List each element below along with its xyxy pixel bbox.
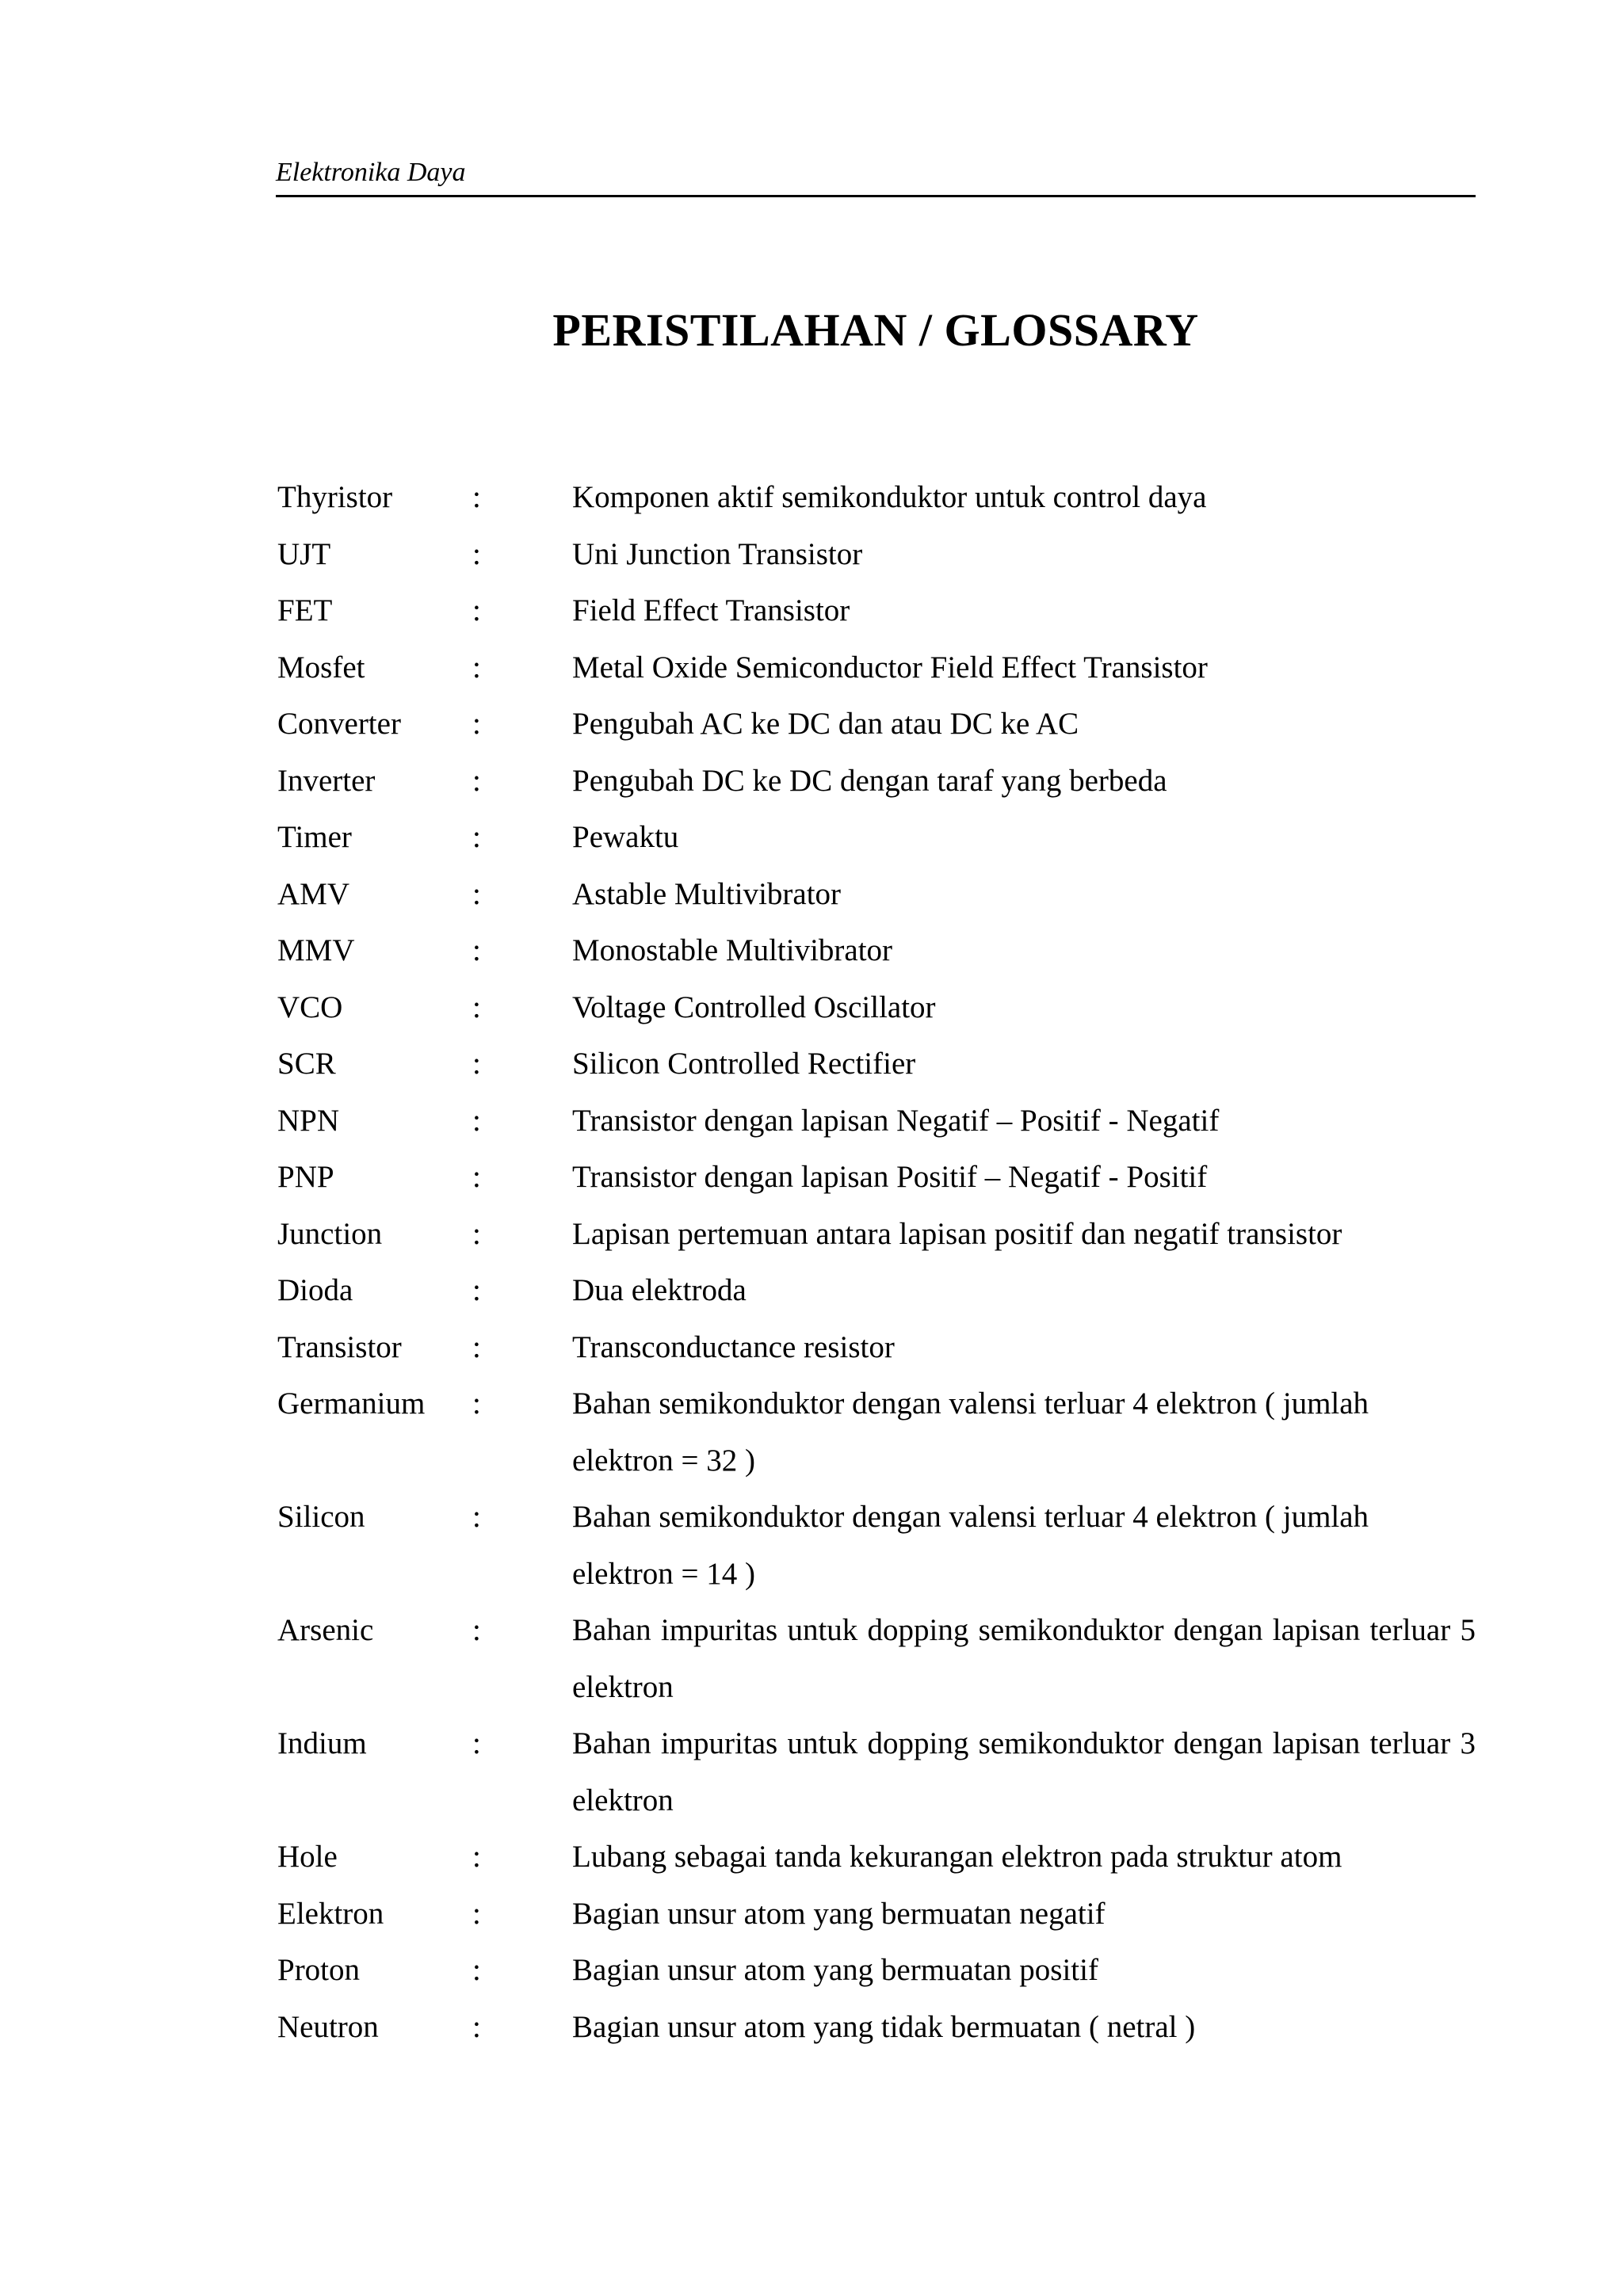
glossary-separator: : — [472, 480, 481, 514]
glossary-entry — [277, 753, 1476, 810]
glossary-term: Transistor — [277, 1329, 402, 1364]
glossary-separator: : — [472, 763, 481, 798]
glossary-separator: : — [472, 876, 481, 911]
glossary-term: Neutron — [277, 2009, 379, 2044]
glossary-term: Indium — [277, 1726, 367, 1760]
glossary-term: Mosfet — [277, 650, 365, 685]
glossary-term: Dioda — [277, 1273, 353, 1307]
glossary-definition: Bahan impuritas untuk dopping semikonduktor dengan lapisan terluar 5 elektron — [572, 1613, 1476, 1704]
glossary-separator: : — [472, 1840, 481, 1874]
page-title: PERISTILAHAN / GLOSSARY — [552, 304, 1199, 356]
glossary-entry — [277, 922, 1476, 979]
glossary-entry — [277, 979, 1476, 1036]
glossary-definition: Pewaktu — [572, 820, 679, 854]
glossary-entry — [277, 1942, 1476, 1999]
glossary-entry — [277, 582, 1476, 639]
glossary-separator: : — [472, 1047, 481, 1081]
glossary-separator: : — [472, 650, 481, 685]
glossary-separator: : — [472, 1386, 481, 1421]
glossary-definition: Transistor dengan lapisan Positif – Negatif - Positif — [572, 1160, 1208, 1194]
glossary-definition: Lapisan pertemuan antara lapisan positif dan negatif transistor — [572, 1216, 1342, 1251]
glossary-definition: Silicon Controlled Rectifier — [572, 1047, 916, 1081]
glossary-separator: : — [472, 1216, 481, 1251]
glossary-separator: : — [472, 593, 481, 627]
glossary-separator: : — [472, 1500, 481, 1534]
glossary-entry — [277, 1829, 1476, 1886]
glossary-term: VCO — [277, 990, 343, 1024]
glossary-separator: : — [472, 1953, 481, 1987]
glossary-term: MMV — [277, 933, 355, 967]
glossary-definition: Astable Multivibrator — [572, 876, 842, 911]
glossary-term: Arsenic — [277, 1613, 374, 1647]
glossary-term: Converter — [277, 707, 401, 741]
glossary-definition: Komponen aktif semikonduktor untuk control daya — [572, 480, 1207, 514]
glossary-definition: Bahan semikonduktor dengan valensi terluar 4 elektron ( jumlah elektron = 32 ) — [572, 1386, 1369, 1478]
glossary-term: UJT — [277, 536, 331, 571]
glossary-definition: Field Effect Transistor — [572, 593, 850, 627]
glossary-definition: Voltage Controlled Oscillator — [572, 990, 936, 1024]
glossary-term: Inverter — [277, 763, 376, 798]
glossary-entry — [277, 1319, 1476, 1376]
glossary-entry — [277, 1262, 1476, 1319]
glossary-entry — [277, 469, 1476, 526]
glossary-separator: : — [472, 1726, 481, 1760]
glossary-separator: : — [472, 1160, 481, 1194]
glossary-term: Timer — [277, 820, 352, 854]
glossary-entry — [277, 1489, 1476, 1602]
glossary-entry — [277, 1886, 1476, 1943]
glossary-definition: Bagian unsur atom yang tidak bermuatan ( netral ) — [572, 2009, 1196, 2044]
glossary-separator: : — [472, 1103, 481, 1138]
glossary-entry — [277, 866, 1476, 923]
glossary-separator: : — [472, 820, 481, 854]
glossary-entry — [277, 1093, 1476, 1150]
glossary-list — [277, 469, 1476, 2055]
glossary-definition: Bahan impuritas untuk dopping semikonduktor dengan lapisan terluar 3 elektron — [572, 1726, 1476, 1817]
glossary-entry — [277, 1715, 1476, 1829]
glossary-separator: : — [472, 707, 481, 741]
glossary-entry — [277, 639, 1476, 696]
glossary-separator: : — [472, 1613, 481, 1647]
glossary-definition: Bagian unsur atom yang bermuatan positif — [572, 1953, 1098, 1987]
glossary-definition: Monostable Multivibrator — [572, 933, 893, 967]
glossary-term: Proton — [277, 1953, 361, 1987]
glossary-separator: : — [472, 990, 481, 1024]
glossary-entry — [277, 1206, 1476, 1263]
glossary-separator: : — [472, 536, 481, 571]
glossary-term: SCR — [277, 1047, 336, 1081]
glossary-entry — [277, 696, 1476, 753]
glossary-term: AMV — [277, 876, 350, 911]
glossary-term: Junction — [277, 1216, 383, 1251]
running-header-title: Elektronika Daya — [276, 158, 466, 187]
glossary-entry — [277, 1035, 1476, 1093]
glossary-term: Elektron — [277, 1896, 384, 1931]
glossary-definition: Transconductance resistor — [572, 1329, 895, 1364]
glossary-term: NPN — [277, 1103, 340, 1138]
glossary-entry — [277, 1602, 1476, 1715]
glossary-definition: Bagian unsur atom yang bermuatan negatif — [572, 1896, 1106, 1931]
glossary-definition: Lubang sebagai tanda kekurangan elektron pada struktur atom — [572, 1840, 1342, 1874]
glossary-separator: : — [472, 933, 481, 967]
glossary-definition: Pengubah AC ke DC dan atau DC ke AC — [572, 707, 1079, 741]
glossary-entry — [277, 809, 1476, 866]
glossary-entry — [277, 1149, 1476, 1206]
running-header — [276, 155, 1476, 197]
glossary-definition: Pengubah DC ke DC dengan taraf yang berbeda — [572, 763, 1167, 798]
glossary-term: Germanium — [277, 1386, 426, 1421]
glossary-entry — [277, 1375, 1476, 1489]
glossary-definition: Metal Oxide Semiconductor Field Effect Transistor — [572, 650, 1208, 685]
glossary-term: Hole — [277, 1840, 338, 1874]
glossary-separator: : — [472, 1273, 481, 1307]
glossary-definition: Bahan semikonduktor dengan valensi terluar 4 elektron ( jumlah elektron = 14 ) — [572, 1500, 1369, 1591]
glossary-term: FET — [277, 593, 333, 627]
glossary-separator: : — [472, 1329, 481, 1364]
glossary-term: Silicon — [277, 1500, 365, 1534]
glossary-definition: Transistor dengan lapisan Negatif – Positif - Negatif — [572, 1103, 1220, 1138]
glossary-definition: Uni Junction Transistor — [572, 536, 863, 571]
glossary-entry — [277, 526, 1476, 583]
glossary-separator: : — [472, 2009, 481, 2044]
glossary-term: Thyristor — [277, 480, 393, 514]
glossary-entry — [277, 1999, 1476, 2056]
glossary-definition: Dua elektroda — [572, 1273, 747, 1307]
glossary-term: PNP — [277, 1160, 334, 1194]
glossary-separator: : — [472, 1896, 481, 1931]
